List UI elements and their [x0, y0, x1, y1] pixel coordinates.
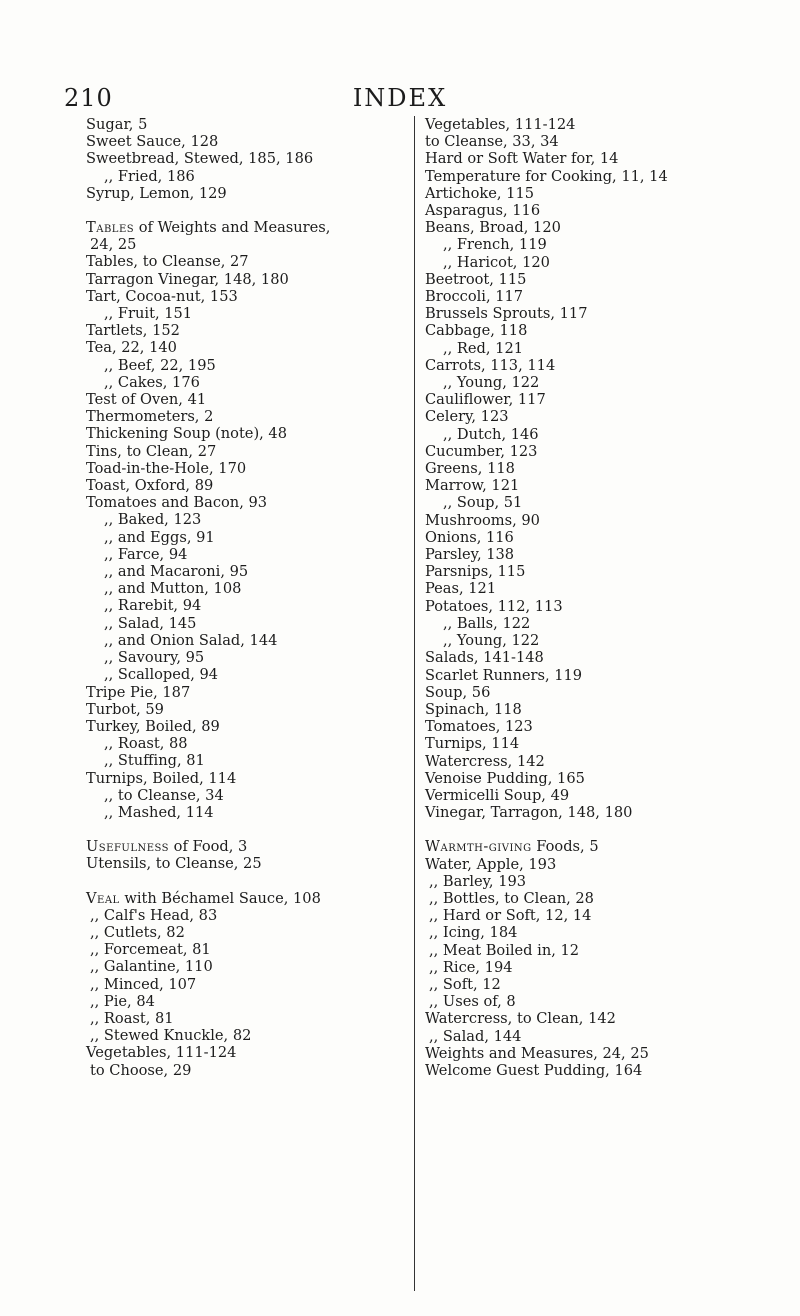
index-entry: Tomatoes and Bacon, 93	[86, 494, 268, 512]
index-group-s	[86, 116, 386, 202]
index-entry: Watercress, to Clean, 142	[425, 1010, 616, 1028]
index-entry: Sweet Sauce, 128	[86, 133, 219, 151]
index-entry: Mushrooms, 90	[425, 511, 540, 529]
index-entry: Broccoli, 117	[425, 288, 524, 306]
index-entry: ,, Rice, 194	[429, 958, 513, 976]
index-entry: ,, Balls, 122	[443, 614, 531, 632]
index-entry: ,, Calf's Head, 83	[90, 906, 218, 924]
index-entry: ,, and Mutton, 108	[104, 580, 242, 598]
index-entry: Beetroot, 115	[425, 270, 527, 288]
index-entry: Asparagus, 116	[425, 202, 541, 220]
index-entry: Tartlets, 152	[86, 322, 180, 340]
index-entry: ,, Fried, 186	[104, 167, 195, 185]
heading-rest: with Béchamel Sauce, 108	[119, 889, 321, 907]
index-group-t	[86, 236, 386, 821]
index-entry: Test of Oven, 41	[86, 391, 207, 409]
index-entry: Vermicelli Soup, 49	[425, 786, 570, 804]
index-entry: Toad-in-the-Hole, 170	[86, 459, 247, 477]
index-entry: Utensils, to Cleanse, 25	[86, 855, 262, 873]
index-entry: Venoise Pudding, 165	[425, 769, 585, 787]
index-entry: Welcome Guest Pudding, 164	[425, 1061, 643, 1079]
index-entry: Greens, 118	[425, 460, 515, 478]
index-entry: Weights and Measures, 24, 25	[425, 1044, 649, 1062]
index-entry: Cucumber, 123	[425, 442, 538, 460]
index-entry: Beans, Broad, 120	[425, 219, 561, 237]
running-title: INDEX	[352, 84, 448, 112]
index-entry: ,, Young, 122	[443, 374, 540, 392]
index-entry: ,, Cakes, 176	[104, 373, 200, 391]
page-header	[0, 84, 800, 114]
index-entry: to Choose, 29	[90, 1061, 192, 1079]
index-entry: Artichoke, 115	[425, 184, 535, 202]
index-entry: ,, Roast, 88	[104, 735, 188, 753]
index-entry: Sweetbread, Stewed, 185, 186	[86, 150, 314, 168]
index-entry: Water, Apple, 193	[425, 855, 557, 873]
index-entry: ,, Young, 122	[443, 632, 540, 650]
index-entry: ,, Red, 121	[443, 339, 524, 357]
index-entry: ,, Stuffing, 81	[104, 752, 205, 770]
index-entry: ,, Salad, 145	[104, 614, 197, 632]
index-entry: Sugar, 5	[86, 116, 148, 133]
index-entry: ,, Minced, 107	[90, 975, 197, 993]
index-entry: Tarragon Vinegar, 148, 180	[86, 270, 289, 288]
index-entry: Turnips, 114	[425, 735, 520, 753]
index-entry: ,, and Eggs, 91	[104, 528, 215, 546]
index-entry: ,, Beef, 22, 195	[104, 356, 216, 374]
index-entry: ,, and Onion Salad, 144	[104, 631, 278, 649]
index-entry: Tables, to Cleanse, 27	[86, 253, 249, 271]
index-entry: Syrup, Lemon, 129	[86, 184, 227, 202]
index-entry: ,, Fruit, 151	[104, 305, 193, 323]
index-entry: Vegetables, 111-124	[86, 1044, 237, 1062]
index-entry: Brussels Sprouts, 117	[425, 305, 588, 323]
index-entry: ,, Cutlets, 82	[90, 923, 185, 941]
index-entry: Tomatoes, 123	[425, 718, 533, 736]
index-entry: ,, and Macaroni, 95	[104, 563, 249, 581]
index-entry: Tea, 22, 140	[86, 339, 177, 357]
index-entry: ,, Bottles, to Clean, 28	[429, 889, 594, 907]
index-entry: Vegetables, 111-124	[425, 116, 576, 133]
group-gap	[86, 202, 386, 219]
index-entry: ,, Galantine, 110	[90, 958, 213, 976]
index-entry: ,, Meat Boiled in, 12	[429, 941, 580, 959]
index-entry: ,, Salad, 144	[429, 1027, 522, 1045]
index-entry: ,, Roast, 81	[90, 1009, 174, 1027]
index-entry: Turbot, 59	[86, 700, 164, 718]
index-entry: Tart, Cocoa-nut, 153	[86, 287, 238, 305]
index-entry: Cauliflower, 117	[425, 391, 546, 409]
index-entry: Temperature for Cooking, 11, 14	[425, 167, 668, 185]
heading-rest: Foods, 5	[531, 838, 599, 856]
index-entry: Marrow, 121	[425, 477, 520, 495]
heading-rest: of Food, 3	[169, 838, 248, 856]
index-column-right	[414, 116, 744, 1291]
index-group-w	[425, 856, 744, 1080]
index-group-u	[86, 855, 386, 872]
index-entry: to Cleanse, 33, 34	[425, 133, 559, 151]
group-gap	[86, 873, 386, 890]
index-entry: ,, Scalloped, 94	[104, 666, 219, 684]
index-entry: Onions, 116	[425, 528, 514, 546]
index-entry: ,, Rarebit, 94	[104, 597, 202, 615]
index-entry: ,, Forcemeat, 81	[90, 941, 211, 959]
index-entry: Carrots, 113, 114	[425, 356, 556, 374]
heading-word: Warmth-giving	[425, 838, 532, 856]
index-entry: Vinegar, Tarragon, 148, 180	[425, 804, 633, 822]
index-entry: Turnips, Boiled, 114	[86, 769, 237, 787]
index-entry: ,, Farce, 94	[104, 545, 188, 563]
index-entry: ,, Baked, 123	[104, 511, 202, 529]
index-entry: Spinach, 118	[425, 700, 522, 718]
heading-rest: of Weights and Measures,	[134, 219, 331, 237]
page-number: 210	[64, 84, 113, 112]
index-entry: Soup, 56	[425, 683, 491, 701]
index-entry: Thermometers, 2	[86, 408, 214, 426]
index-entry: ,, Dutch, 146	[443, 425, 539, 443]
group-gap	[86, 821, 386, 838]
index-entry: ,, Pie, 84	[90, 992, 155, 1010]
index-entry: Thickening Soup (note), 48	[86, 425, 287, 443]
index-entry: Turkey, Boiled, 89	[86, 717, 220, 735]
index-entry: ,, Mashed, 114	[104, 803, 214, 821]
index-heading-tables	[86, 219, 386, 236]
index-entry: 24, 25	[90, 236, 137, 254]
heading-word: Veal	[86, 889, 120, 907]
index-entry: ,, Haricot, 120	[443, 253, 550, 271]
index-column-left	[86, 116, 386, 1079]
index-entry: Celery, 123	[425, 408, 509, 426]
index-entry: Parsley, 138	[425, 546, 515, 564]
index-group-v	[86, 907, 386, 1079]
index-entry: Scarlet Runners, 119	[425, 666, 583, 684]
index-entry: Cabbage, 118	[425, 322, 528, 340]
index-entry: ,, French, 119	[443, 236, 547, 254]
index-entry: ,, to Cleanse, 34	[104, 786, 224, 804]
index-entry: Toast, Oxford, 89	[86, 477, 214, 495]
index-entry: ,, Savoury, 95	[104, 649, 205, 667]
heading-word: Tables	[86, 219, 135, 237]
group-gap	[425, 821, 744, 838]
index-heading-veal	[86, 890, 386, 907]
index-entry: ,, Barley, 193	[429, 872, 527, 890]
index-group-vegetables	[425, 116, 744, 821]
index-entry: Peas, 121	[425, 580, 497, 598]
index-entry: Watercress, 142	[425, 752, 545, 770]
index-entry: ,, Icing, 184	[429, 924, 518, 942]
index-entry: ,, Hard or Soft, 12, 14	[429, 907, 592, 925]
index-entry: Salads, 141-148	[425, 649, 544, 667]
index-entry: ,, Uses of, 8	[429, 993, 516, 1011]
index-heading-usefulness	[86, 838, 386, 855]
index-entry: Tripe Pie, 187	[86, 683, 191, 701]
index-heading-warmth	[425, 838, 744, 855]
heading-word: Usefulness	[86, 838, 170, 856]
index-entry: Potatoes, 112, 113	[425, 597, 563, 615]
index-entry: Hard or Soft Water for, 14	[425, 150, 619, 168]
index-entry: Tins, to Clean, 27	[86, 442, 217, 460]
index-entry: ,, Stewed Knuckle, 82	[90, 1027, 252, 1045]
index-entry: ,, Soft, 12	[429, 975, 501, 993]
index-entry: ,, Soup, 51	[443, 494, 523, 512]
index-entry: Parsnips, 115	[425, 563, 526, 581]
